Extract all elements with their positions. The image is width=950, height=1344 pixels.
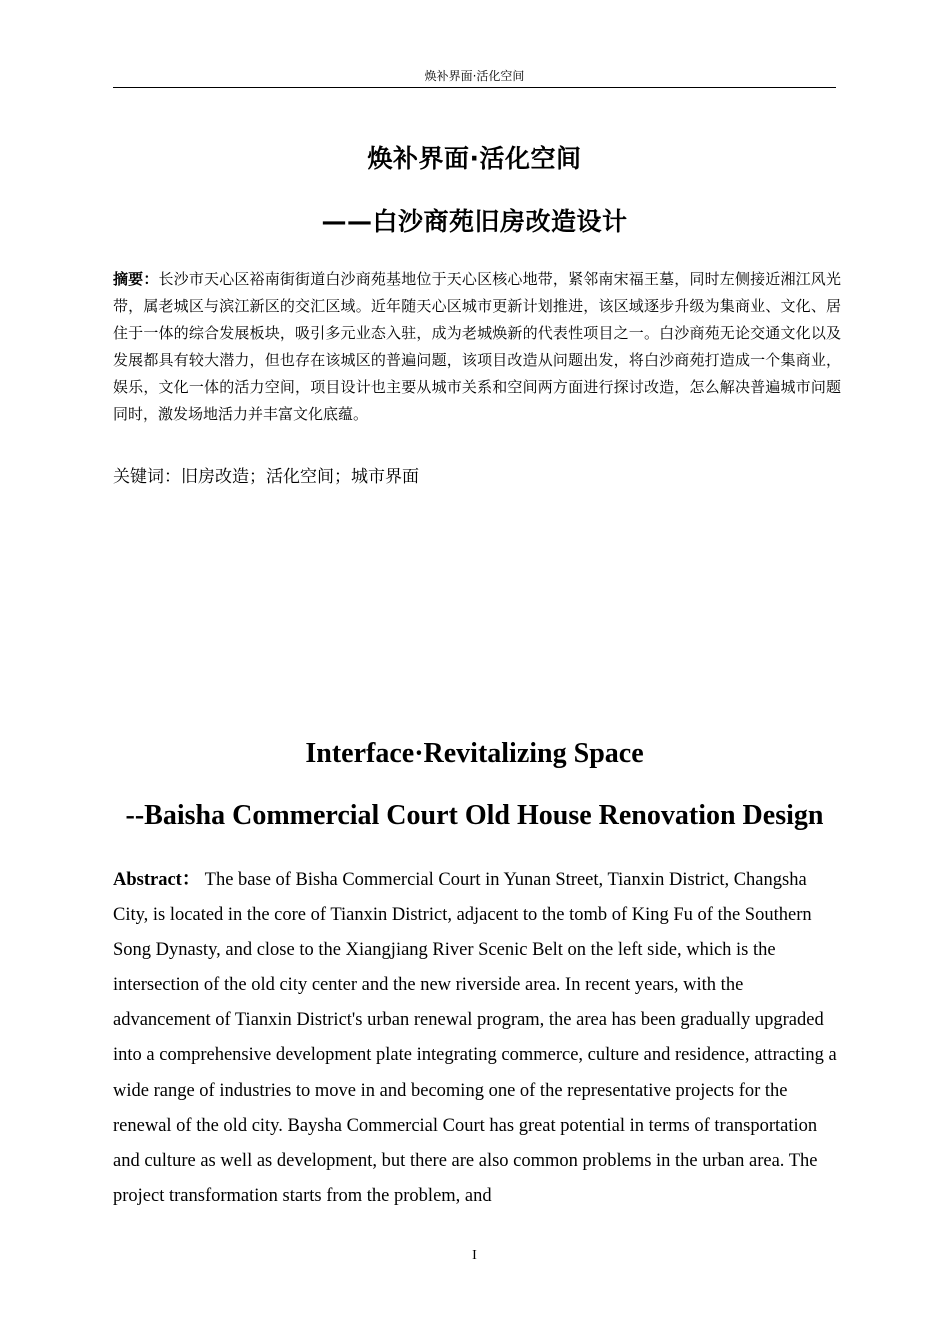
chinese-subtitle: ——白沙商苑旧房改造设计 xyxy=(321,207,628,236)
chinese-keywords xyxy=(113,464,836,490)
chinese-keywords-text: 旧房改造；活化空间；城市界面 xyxy=(181,467,419,487)
english-abstract xyxy=(113,863,838,1214)
english-abstract-label: Abstract： xyxy=(113,870,201,890)
chinese-keywords-label: 关键词： xyxy=(113,467,181,487)
running-header: 焕补界面·活化空间 xyxy=(113,66,836,88)
english-title: Interface·Revitalizing Space xyxy=(305,738,644,769)
english-abstract-text: The base of Bisha Commercial Court in Yunan Street, Tianxin District, Changsha City, is located in the core of Tianxin District, adjacent to the tomb of King Fu of the Southern Song Dynasty, and close to the Xiangjiang River Scenic Belt on the left side, which is the intersection of the old city center and the new riverside area. In recent years, with the advancement of Tianxin District's urban renewal program, the area has been gradually upgraded into a comprehensive development plate integrating commerce, culture and residence, attracting a wide range of industries to move in and becoming one of the representative projects for the renewal of the old city. Baysha Commercial Court has great potential in terms of transportation and culture as well as development, but there are also common problems in the urban area. The project transformation starts from the problem, and xyxy=(113,870,837,1206)
chinese-abstract-text: 长沙市天心区裕南街街道白沙商苑基地位于天心区核心地带，紧邻南宋福王墓，同时左侧接近湘江风光带，属老城区与滨江新区的交汇区域。近年随天心区城市更新计划推进，该区域逐步升级为集商业、文化、居住于一体的综合发展板块，吸引多元业态入驻，成为老城焕新的代表性项目之一。白沙商苑无论交通文化以及发展都具有较大潜力，但也存在该城区的普遍问题，该项目改造从问题出发，将白沙商苑打造成一个集商业，娱乐，文化一体的活力空间，项目设计也主要从城市关系和空间两方面进行探讨改造，怎么解决普遍城市问题同时，激发场地活力并丰富文化底蕴。 xyxy=(113,270,841,423)
english-subtitle: --Baisha Commercial Court Old House Renovation Design xyxy=(125,800,824,831)
page-number: I xyxy=(472,1248,477,1263)
chinese-abstract-label: 摘要： xyxy=(113,270,159,288)
chinese-title: 焕补界面·活化空间 xyxy=(367,144,582,173)
chinese-abstract xyxy=(113,266,841,428)
